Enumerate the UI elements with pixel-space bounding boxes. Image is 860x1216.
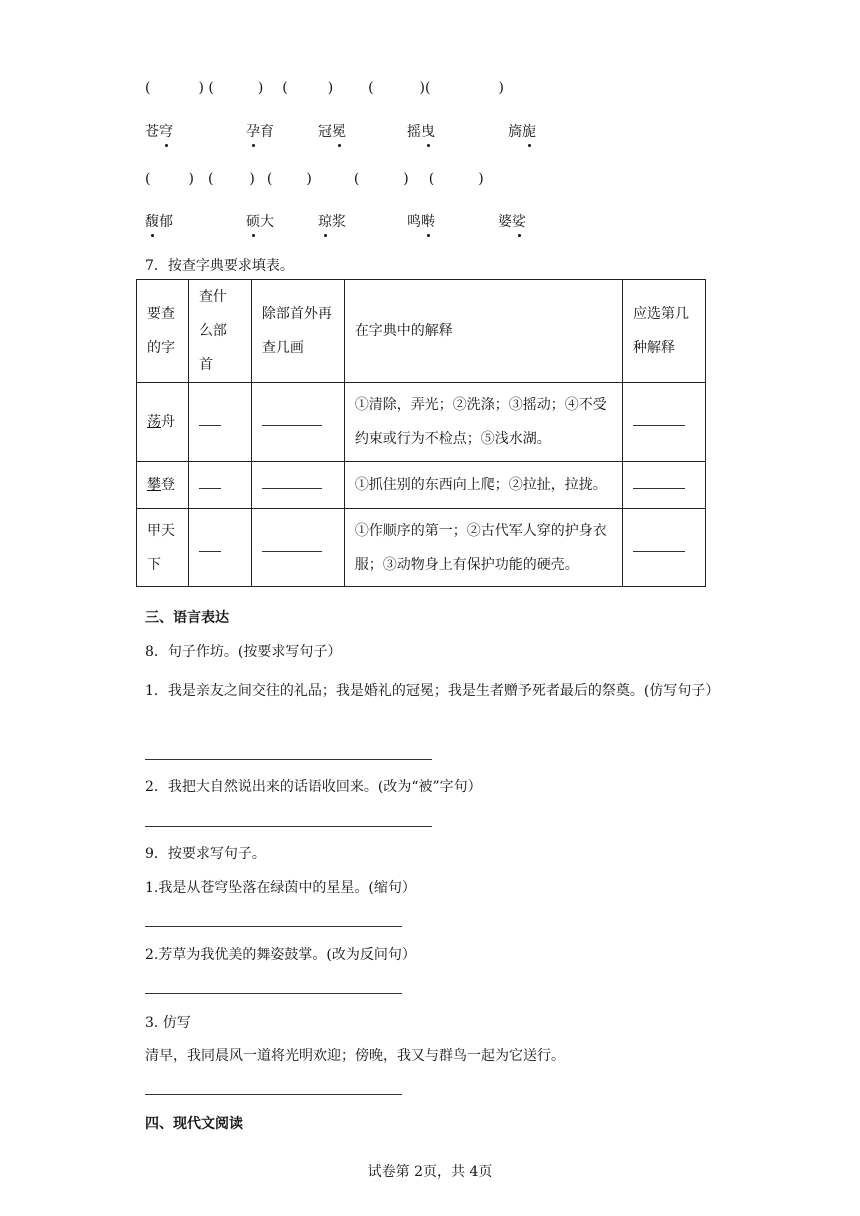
word-1-4: 摇曳 [407, 121, 435, 141]
header-choice: 应选第几种解释 [623, 280, 706, 383]
question-8-item-1: 1．我是亲友之间交往的礼品；我是婚礼的冠冕；我是生者赠予死者最后的祭奠。(仿写句子） [145, 683, 720, 699]
bracket-close: ) [257, 80, 264, 96]
table-row [137, 509, 706, 587]
question-9-item-1: 1.我是从苍穹坠落在绿茵中的星星。(缩句） [145, 880, 416, 896]
header-meaning: 在字典中的解释 [344, 280, 622, 383]
header-char: 要查的字 [137, 280, 189, 383]
meaning-cell: ①作顺序的第一；②古代军人穿的护身衣服；③动物身上有保护功能的硬壳。 [344, 509, 622, 587]
word-1-2: 孕育 [246, 121, 274, 141]
meaning-cell: ①抓住别的东西向上爬；②拉扯，拉拢。 [344, 462, 622, 509]
page-footer: 试卷第 2页，共 4页 [367, 1164, 493, 1180]
char-cell: 荡舟 [137, 383, 189, 462]
table-row [137, 462, 706, 509]
word-2-5: 婆娑 [498, 211, 526, 231]
bracket-close: ) [327, 80, 334, 96]
pinyin-brackets-row1 [145, 80, 504, 96]
choice-answer[interactable] [623, 509, 706, 587]
question-9-title: 9．按要求写句子。 [145, 846, 266, 862]
strokes-answer[interactable] [251, 509, 344, 587]
header-strokes: 除部首外再查几画 [251, 280, 344, 383]
section-3-heading: 三、语言表达 [145, 610, 229, 626]
choice-answer[interactable] [623, 383, 706, 462]
bracket-open: ( [282, 80, 288, 96]
word-2-3: 琼浆 [318, 211, 346, 231]
table-row [137, 383, 706, 462]
strokes-answer[interactable] [251, 383, 344, 462]
bracket-open: ( [425, 80, 431, 96]
answer-line[interactable] [145, 993, 402, 994]
answer-line[interactable] [145, 826, 432, 827]
answer-line[interactable] [145, 759, 432, 760]
radical-answer[interactable] [188, 509, 251, 587]
word-2-1: 馥郁 [145, 211, 173, 231]
bracket-open: ( [145, 80, 151, 96]
question-7-title: 7．按查字典要求填表。 [145, 258, 294, 274]
radical-answer[interactable] [188, 383, 251, 462]
dictionary-table [136, 279, 706, 587]
choice-answer[interactable] [623, 462, 706, 509]
header-radical: 查什么部首 [188, 280, 251, 383]
radical-answer[interactable] [188, 462, 251, 509]
bracket-close: ) [419, 80, 426, 96]
answer-line[interactable] [145, 926, 402, 927]
word-2-2: 硕大 [246, 211, 274, 231]
word-1-3: 冠冕 [318, 121, 346, 141]
question-8-title: 8．句子作坊。(按要求写句子） [145, 644, 342, 660]
bracket-close: ) [498, 80, 504, 96]
question-8-item-2: 2．我把大自然说出来的话语收回来。(改为“被”字句） [145, 779, 482, 795]
pinyin-brackets-row2: ( ) ( ) ( ) ( ) ( ) [145, 171, 484, 187]
answer-line[interactable] [145, 1094, 402, 1095]
char-cell: 甲天下 [137, 509, 189, 587]
strokes-answer[interactable] [251, 462, 344, 509]
bracket-open: ( [368, 80, 374, 96]
table-header-row [137, 280, 706, 383]
meaning-cell: ①清除，弄光；②洗涤；③摇动；④不受约束或行为不检点；⑤浅水湖。 [344, 383, 622, 462]
word-1-5: 旖旎 [508, 121, 536, 141]
question-9-item-2: 2.芳草为我优美的舞姿鼓掌。(改为反问句） [145, 947, 416, 963]
word-2-4: 鸣啭 [407, 211, 435, 231]
section-4-heading: 四、现代文阅读 [145, 1116, 243, 1132]
bracket-open: ( [208, 80, 214, 96]
word-1-1: 苍穹 [145, 121, 173, 141]
question-9-item-3: 3. 仿写 [145, 1015, 191, 1031]
char-cell: 攀登 [137, 462, 189, 509]
question-9-example: 清早，我同晨风一道将光明欢迎；傍晚，我又与群鸟一起为它送行。 [145, 1048, 565, 1064]
bracket-close: ) [198, 80, 204, 96]
